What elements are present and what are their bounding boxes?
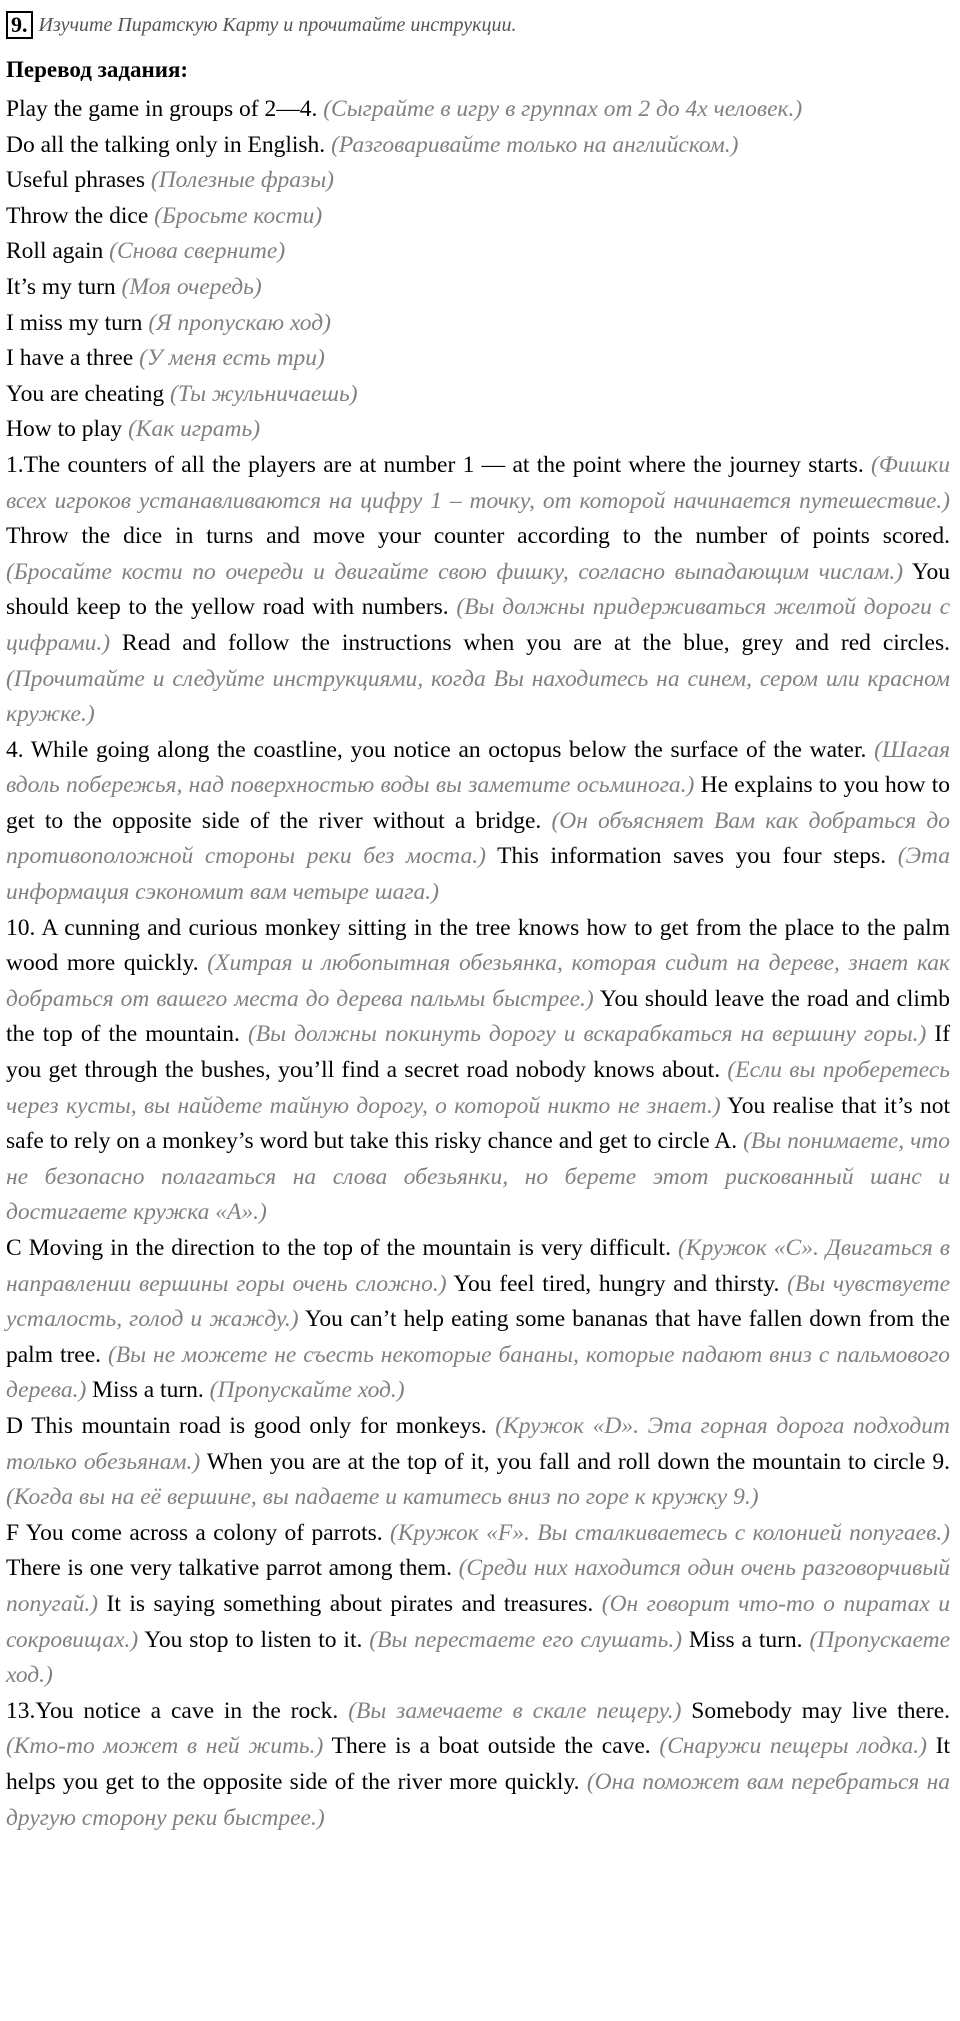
sentence-ru: (Снаружи пещеры лодка.) bbox=[659, 1733, 927, 1760]
sentence-ru: (Вы перестаете его слушать.) bbox=[369, 1626, 683, 1653]
paragraph-circle-f bbox=[6, 1516, 950, 1694]
phrase-line bbox=[6, 270, 950, 306]
sentence-ru: (Когда вы на её вершине, вы падаете и катитесь вниз по горе к кружку 9.) bbox=[6, 1484, 759, 1511]
paragraph-step-1 bbox=[6, 448, 950, 733]
sentence-ru: (Он говорит что-то о пиратах и сокровищах.) bbox=[6, 1590, 950, 1653]
phrase-line bbox=[6, 234, 950, 270]
phrase-ru: (Моя очередь) bbox=[121, 273, 262, 300]
phrase-ru: (Полезные фразы) bbox=[150, 167, 334, 194]
sentence-en: You can’t help eating some bananas that have fallen down from the palm tree. bbox=[6, 1306, 950, 1368]
sentence-en: F You come across a colony of parrots. bbox=[6, 1519, 383, 1546]
phrase-ru: (Бросьте кости) bbox=[154, 202, 323, 229]
phrase-line bbox=[6, 92, 950, 128]
phrase-line bbox=[6, 341, 950, 377]
sentence-en: D This mountain road is good only for monkeys. bbox=[6, 1412, 487, 1439]
phrase-ru: (Я пропускаю ход) bbox=[148, 309, 331, 336]
phrase-en: Roll again bbox=[6, 238, 104, 265]
sentence-en: There is one very talkative parrot among them. bbox=[6, 1555, 452, 1582]
phrase-en: Throw the dice bbox=[6, 202, 149, 229]
sentence-en: He explains to you how to get to the opposite side of the river without a bridge. bbox=[6, 772, 951, 834]
phrase-en: You are cheating bbox=[6, 380, 165, 407]
phrase-ru: (Снова сверните) bbox=[109, 238, 286, 265]
sentence-en: There is a boat outside the cave. bbox=[331, 1733, 651, 1760]
task-header bbox=[6, 8, 950, 42]
phrase-en: I miss my turn bbox=[6, 309, 143, 336]
sentence-en: You should keep to the yellow road with numbers. bbox=[6, 558, 950, 621]
sentence-en: 13.You notice a cave in the rock. bbox=[6, 1697, 339, 1724]
paragraph-step-13 bbox=[6, 1694, 950, 1836]
phrase-en: I have a three bbox=[6, 345, 134, 372]
phrase-line bbox=[6, 163, 950, 199]
sentence-ru: (Вы должны покинуть дорогу и вскарабкаться на вершину горы.) bbox=[247, 1021, 927, 1048]
sentence-en: You stop to listen to it. bbox=[144, 1626, 363, 1653]
sentence-ru: (Пропускаете ход.) bbox=[6, 1626, 951, 1689]
sentence-en: 4. While going along the coastline, you notice an octopus below the surface of the water. bbox=[6, 736, 867, 763]
sentence-ru: (Фишки всех игроков устанавливаются на цифру 1 – точку, от которой начинается путешествие.) bbox=[6, 451, 950, 514]
sentence-ru: (Кружок «D». Эта горная дорога подходит только обезьянам.) bbox=[6, 1412, 950, 1475]
sentence-ru: (Кружок «С». Двигаться в направлении вершины горы очень сложно.) bbox=[6, 1235, 950, 1297]
sentence-ru: (Если вы проберетесь через кусты, вы найдете тайную дорогу, о которой никто не знает.) bbox=[6, 1057, 950, 1119]
sentence-ru: (Вы должны придерживаться желтой дороги с цифрами.) bbox=[6, 594, 951, 656]
phrase-ru: (Сыграйте в игру в группах от 2 до 4х человек.) bbox=[323, 96, 803, 122]
sentence-en: Somebody may live there. bbox=[691, 1697, 951, 1724]
phrase-ru: (Разговаривайте только на английском.) bbox=[331, 131, 739, 158]
sentence-ru: (Эта информация сэкономит вам четыре шага.) bbox=[6, 843, 951, 906]
sentence-en: C Moving in the direction to the top of the mountain is very difficult. bbox=[6, 1235, 671, 1261]
sentence-ru: (Вы замечаете в скале пещеру.) bbox=[348, 1697, 682, 1724]
sentence-ru: (Вы не можете не съесть некоторые бананы, которые падают вниз с пальмового дерева.) bbox=[6, 1341, 950, 1404]
sentence-en: This information saves you four steps. bbox=[497, 843, 887, 870]
task-number: 9. bbox=[6, 11, 33, 39]
sentence-ru: (Шагая вдоль побережья, над поверхностью воды вы заметите осьминога.) bbox=[6, 736, 951, 799]
sentence-en: It is saying something about pirates and treasures. bbox=[106, 1590, 594, 1617]
paragraph-circle-d bbox=[6, 1409, 950, 1516]
phrase-en: Useful phrases bbox=[6, 167, 146, 194]
sentence-en: You realise that it’s not safe to rely on a monkey’s word but take this risky chance and get to circle A. bbox=[6, 1092, 950, 1155]
phrase-ru: (У меня есть три) bbox=[139, 345, 325, 372]
sentence-ru: (Она поможет вам перебраться на другую сторону реки быстрее.) bbox=[6, 1768, 951, 1831]
sentence-en: 10. A cunning and curious monkey sitting in the tree knows how to get from the place to the palm wood more quickly. bbox=[6, 914, 950, 977]
phrase-en: It’s my turn bbox=[6, 273, 116, 300]
sentence-en: Miss a turn. bbox=[688, 1626, 803, 1653]
phrase-line bbox=[6, 128, 950, 164]
sentence-ru: (Вы чувствуете усталость, голод и жажду.) bbox=[6, 1270, 951, 1333]
sentence-ru: (Вы понимаете, что не безопасно полагаться на слова обезьянки, но берете этот рискованный шанс и достигаете кружка «А».) bbox=[6, 1128, 951, 1226]
sentence-ru: (Бросайте кости по очереди и двигайте свою фишку, согласно выпадающим числам.) bbox=[6, 558, 904, 585]
phrase-ru: (Как играть) bbox=[128, 416, 261, 443]
sentence-en: Read and follow the instructions when you are at the blue, grey and red circles. bbox=[122, 629, 951, 656]
sentence-en: You should leave the road and climb the top of the mountain. bbox=[6, 985, 950, 1048]
sentence-ru: (Кто-то может в ней жить.) bbox=[6, 1733, 324, 1760]
sentence-en: When you are at the top of it, you fall and roll down the mountain to circle 9. bbox=[206, 1448, 950, 1475]
sentence-ru: (Он объясняет Вам как добраться до противоположной стороны реки без моста.) bbox=[6, 807, 951, 870]
phrase-list bbox=[6, 92, 950, 448]
paragraph-step-10 bbox=[6, 911, 950, 1231]
sentence-en: 1.The counters of all the players are at number 1 — at the point where the journey starts. bbox=[6, 451, 864, 478]
sentence-ru: (Прочитайте и следуйте инструкциями, когда Вы находитесь на синем, сером или красном кружке.) bbox=[6, 665, 950, 728]
phrase-line bbox=[6, 306, 950, 342]
translation-heading: Перевод задания: bbox=[6, 57, 189, 82]
phrase-en: Play the game in groups of 2—4. bbox=[6, 96, 318, 122]
phrase-en: How to play bbox=[6, 416, 123, 443]
sentence-en: You feel tired, hungry and thirsty. bbox=[453, 1270, 780, 1297]
paragraph-step-4 bbox=[6, 733, 950, 911]
sentence-en: It helps you get to the opposite side of the river more quickly. bbox=[6, 1733, 950, 1795]
sentence-ru: (Хитрая и любопытная обезьянка, которая сидит на дереве, знает как добраться от вашего места до дерева пальмы быстрее.) bbox=[6, 950, 950, 1012]
task-instruction: Изучите Пиратскую Карту и прочитайте инструкции. bbox=[38, 13, 517, 36]
paragraph-circle-c bbox=[6, 1231, 950, 1409]
phrase-line bbox=[6, 377, 950, 413]
sentence-ru: (Среди них находится один очень разговорчивый попугай.) bbox=[6, 1555, 950, 1617]
phrase-line bbox=[6, 412, 950, 448]
sentence-ru: (Пропускайте ход.) bbox=[209, 1377, 405, 1404]
phrase-en: Do all the talking only in English. bbox=[6, 131, 326, 158]
sentence-en: Throw the dice in turns and move your counter according to the number of points scored. bbox=[6, 523, 950, 550]
sentence-ru: (Кружок «F». Вы сталкиваетесь с колонией попугаев.) bbox=[390, 1519, 951, 1546]
phrase-ru: (Ты жульничаешь) bbox=[170, 380, 358, 407]
phrase-line bbox=[6, 199, 950, 235]
sentence-en: If you get through the bushes, you’ll find a secret road nobody knows about. bbox=[6, 1021, 951, 1084]
instruction-paragraphs bbox=[6, 448, 950, 1836]
sentence-en: Miss a turn. bbox=[92, 1377, 204, 1404]
